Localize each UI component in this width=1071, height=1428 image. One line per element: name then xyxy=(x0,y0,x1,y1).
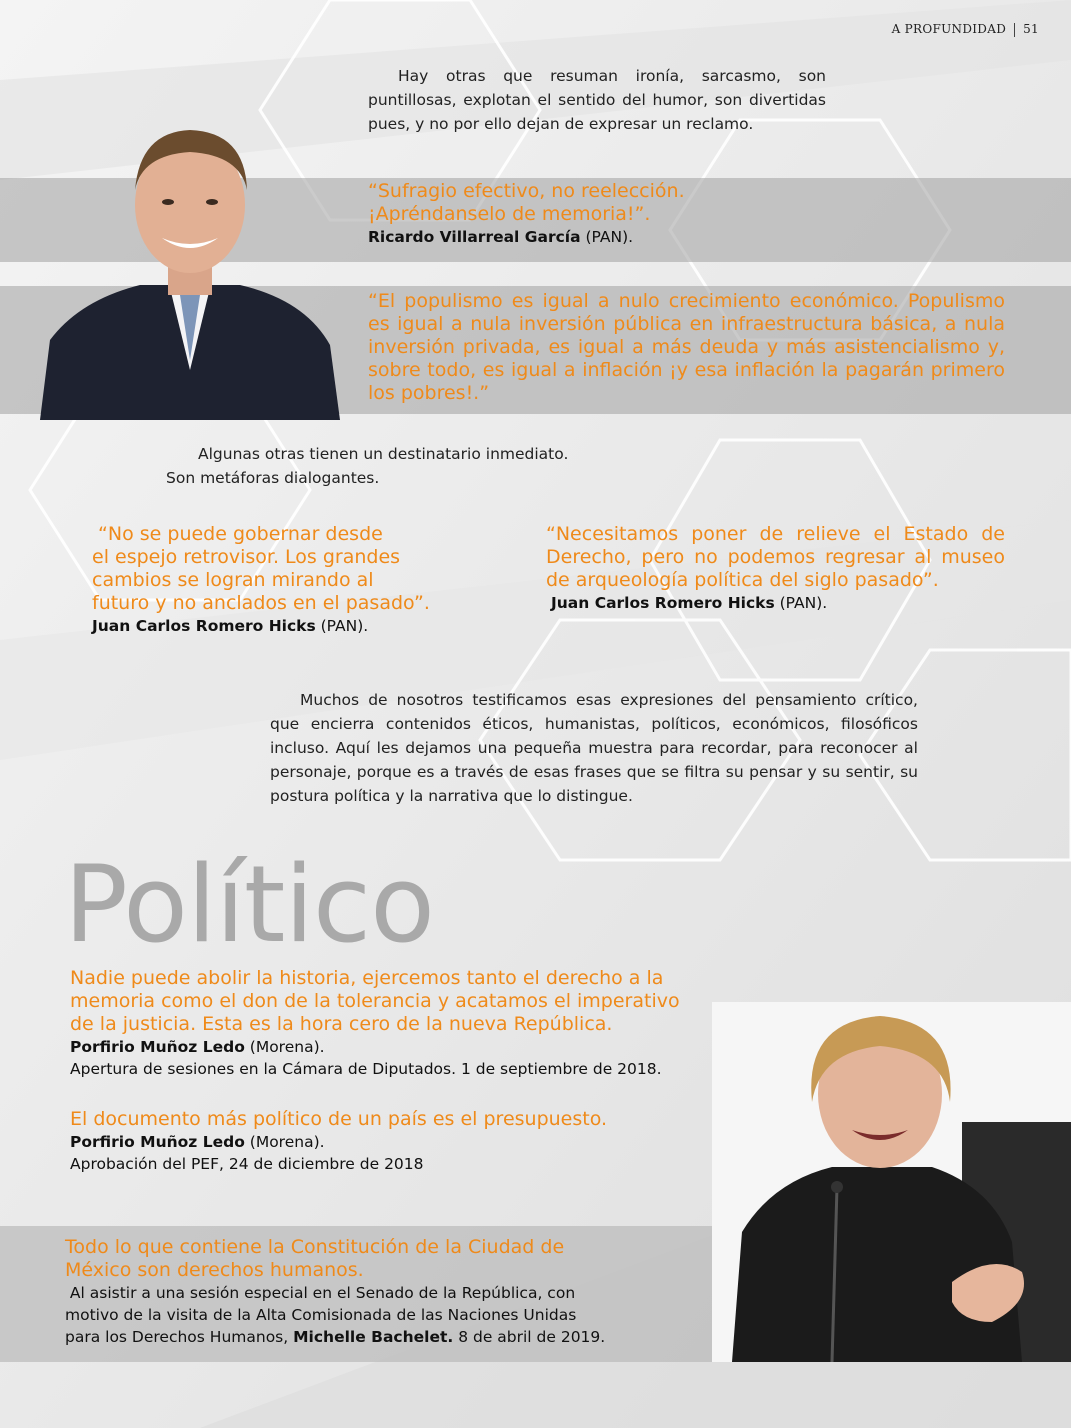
middle-paragraph: Muchos de nosotros testificamos esas expresiones del pensamiento crítico, que encierra contenidos éticos, humanistas, políticos, económicos, filosóficos incluso. Aquí les dejamos una pequeña muestra para recordar, para reconocer al personaje, porque es a través de esas frases que se filtra su pensar y su sentir, su postura política y la narrativa que lo distingue. xyxy=(270,691,918,805)
quote7-context-suffix: 8 de abril de 2019. xyxy=(453,1328,606,1346)
section-title: Político xyxy=(64,843,435,966)
quote6-text: El documento más político de un país es el presupuesto. xyxy=(70,1108,608,1130)
quote6-attribution xyxy=(70,1131,720,1153)
quote7-block xyxy=(65,1236,705,1348)
quote3-party: (PAN). xyxy=(315,617,369,635)
quote1-block xyxy=(368,180,968,248)
quote7-person: Michelle Bachelet. xyxy=(293,1328,454,1346)
header-divider xyxy=(1014,23,1015,37)
quote6-context: Aprobación del PEF, 24 de diciembre de 2018 xyxy=(70,1155,424,1173)
quote4-author: Juan Carlos Romero Hicks xyxy=(551,594,775,612)
quote5-line3: de la justicia. Esta es la hora cero de la nueva República. xyxy=(70,1013,613,1035)
page-header xyxy=(892,22,1039,37)
quote7-line2: México son derechos humanos. xyxy=(65,1259,364,1281)
quote3-block xyxy=(92,523,512,637)
intro-paragraph: Hay otras que resuman ironía, sarcasmo, son puntillosas, explotan el sentido del humor, son divertidas pues, y no por ello dejan de expresar un reclamo. xyxy=(368,67,826,133)
photo-ricardo-villarreal xyxy=(40,110,340,420)
quote5-line1: Nadie puede abolir la historia, ejercemos tanto el derecho a la xyxy=(70,967,664,989)
quote6-party: (Morena). xyxy=(244,1133,325,1151)
quote5-line2: memoria como el don de la tolerancia y acatamos el imperativo xyxy=(70,990,680,1012)
quote3-author: Juan Carlos Romero Hicks xyxy=(92,617,316,635)
quote5-party: (Morena). xyxy=(244,1038,325,1056)
quote3-attribution xyxy=(92,615,512,637)
quote3-line4: futuro y no anclados en el pasado”. xyxy=(92,592,430,614)
section-name: A PROFUNDIDAD xyxy=(891,22,1007,36)
quote7-line1: Todo lo que contiene la Constitución de la Ciudad de xyxy=(65,1236,565,1258)
quote4-party: (PAN). xyxy=(774,594,828,612)
quote3-line1: “No se puede gobernar desde xyxy=(92,523,383,545)
quote6-block xyxy=(70,1108,720,1175)
quote6-author: Porfirio Muñoz Ledo xyxy=(70,1133,245,1151)
quote7-context-line3 xyxy=(65,1326,705,1348)
quote1-attribution xyxy=(368,226,968,248)
quote4-block xyxy=(546,523,1005,614)
quote2-text: “El populismo es igual a nulo crecimiento económico. Populismo es igual a nula inversión pública en infraestructura básica, a nula inversión privada, es igual a más deuda y más asistencialismo y, sobre todo, es igual a inflación ¡y esa inflación la pagarán primero los pobres!.” xyxy=(368,290,1005,404)
quote4-text: “Necesitamos poner de relieve el Estado de Derecho, pero no podemos regresar al museo de arqueología política del siglo pasado”. xyxy=(546,523,1005,591)
page-number: 51 xyxy=(1023,22,1039,36)
transition-line2: Son metáforas dialogantes. xyxy=(166,469,380,487)
quote1-party: (PAN). xyxy=(580,228,634,246)
quote3-line2: el espejo retrovisor. Los grandes xyxy=(92,546,401,568)
quote1-line1: “Sufragio efectivo, no reelección. xyxy=(368,180,685,202)
transition-line1: Algunas otras tienen un destinatario inmediato. xyxy=(198,445,569,463)
quote1-author: Ricardo Villarreal García xyxy=(368,228,581,246)
quote5-context: Apertura de sesiones en la Cámara de Diputados. 1 de septiembre de 2018. xyxy=(70,1060,662,1078)
quote3-line3: cambios se logran mirando al xyxy=(92,569,374,591)
quote5-block xyxy=(70,967,770,1080)
quote5-attribution xyxy=(70,1036,770,1058)
quote1-line2: ¡Apréndanselo de memoria!”. xyxy=(368,203,651,225)
quote7-context-line2: motivo de la visita de la Alta Comisionada de las Naciones Unidas xyxy=(65,1306,577,1324)
quote7-context-prefix: para los Derechos Humanos, xyxy=(65,1328,294,1346)
quote7-context-line1: Al asistir a una sesión especial en el Senado de la República, con xyxy=(65,1284,576,1302)
quote5-author: Porfirio Muñoz Ledo xyxy=(70,1038,245,1056)
quote4-attribution xyxy=(546,592,1005,614)
